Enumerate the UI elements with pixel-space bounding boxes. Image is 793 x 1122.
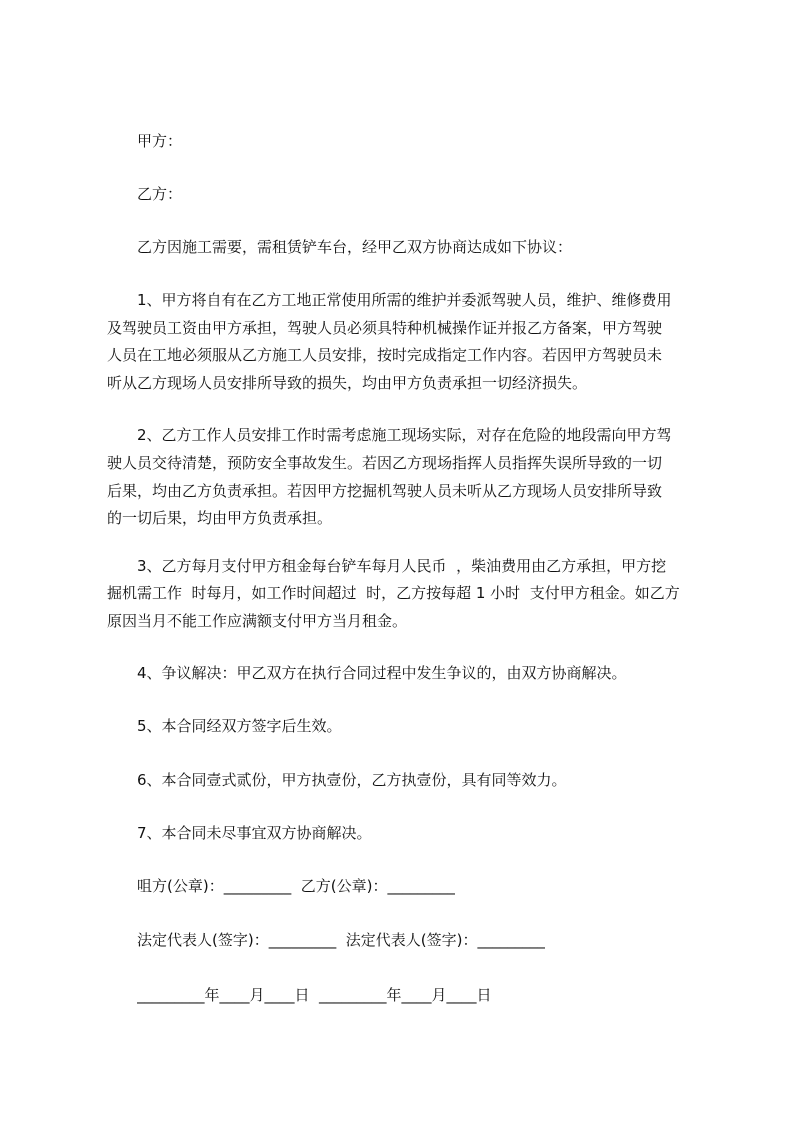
party-a-label: 甲方：	[137, 132, 183, 150]
clause-1-line: 1、甲方将自有在乙方工地正常使用所需的维护并委派驾驶人员，维护、维修费用	[137, 291, 672, 309]
clause-3-line: 掘机需工作 时每月，如工作时间超过 时，乙方按每超 1 小时 支付甲方租金。如乙方	[107, 584, 680, 602]
party-b-label: 乙方：	[137, 185, 183, 203]
seal-signature-line: 咀方(公章)：_________ 乙方(公章)：_________	[137, 877, 455, 895]
clause-4: 4、争议解决：甲乙双方在执行合同过程中发生争议的，由双方协商解决。	[137, 664, 627, 682]
clause-6: 6、本合同壹式贰份，甲方执壹份，乙方执壹份，具有同等效力。	[137, 771, 567, 789]
clause-2-line: 后果，均由乙方负责承担。若因甲方挖掘机驾驶人员未听从乙方现场人员安排所导致	[107, 482, 663, 500]
clause-2-line: 2、乙方工作人员安排工作时需考虑施工现场实际，对存在危险的地段需向甲方驾	[137, 426, 672, 444]
clause-1-line: 及驾驶员工资由甲方承担，驾驶人员必须具特种机械操作证并报乙方备案，甲方驾驶	[107, 319, 663, 337]
clause-7: 7、本合同未尽事宜双方协商解决。	[137, 824, 372, 842]
clause-2-line: 的一切后果，均由甲方负责承担。	[107, 509, 333, 527]
clause-3-line: 3、乙方每月支付甲方租金每台铲车每月人民币 ，柴油费用由乙方承担，甲方挖	[137, 557, 667, 575]
clause-1-line: 人员在工地必须服从乙方施工人员安排，按时完成指定工作内容。若因甲方驾驶员未	[107, 346, 663, 364]
clause-1-line: 听从乙方现场人员安排所导致的损失，均由甲方负责承担一切经济损失。	[107, 374, 588, 392]
clause-3-line: 原因当月不能工作应满额支付甲方当月租金。	[107, 612, 408, 630]
intro-paragraph: 乙方因施工需要，需租赁铲车台，经甲乙双方协商达成如下协议：	[137, 238, 573, 256]
representative-signature-line: 法定代表人(签字)：_________ 法定代表人(签字)：_________	[137, 931, 545, 949]
date-line: _________年____月____日 _________年____月____日	[137, 986, 492, 1004]
clause-5: 5、本合同经双方签字后生效。	[137, 717, 342, 735]
clause-2-line: 驶人员交待清楚，预防安全事故发生。若因乙方现场指挥人员指挥失误所导致的一切	[107, 454, 663, 472]
